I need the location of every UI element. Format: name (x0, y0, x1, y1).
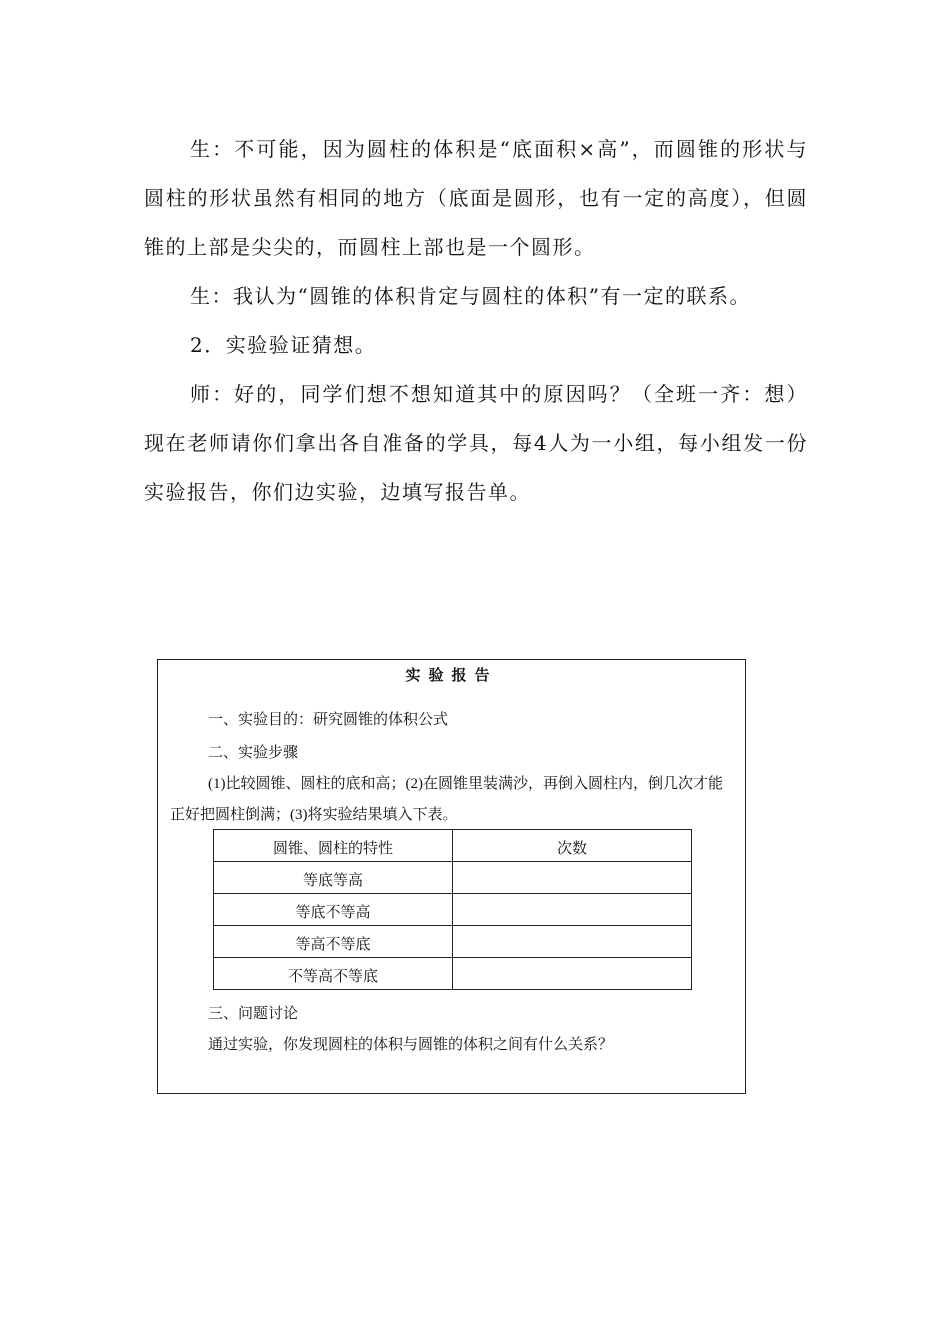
table-cell-count[interactable] (453, 926, 692, 958)
table-row (214, 926, 692, 958)
table-cell-count[interactable] (453, 862, 692, 894)
table-cell-property: 等底等高 (214, 862, 453, 894)
report-steps-heading: 二、实验步骤 (208, 745, 299, 761)
table-row (214, 958, 692, 990)
table-row (214, 894, 692, 926)
report-title: 实验报告 (405, 668, 498, 684)
paragraph-teacher-instruction: 师：好的，同学们想不想知道其中的原因吗？（全班一齐：想）现在老师请你们拿出各自准备的学具，每4人为一小组，每小组发一份实验报告，你们边实验，边填写报告单。 (144, 382, 808, 504)
table-row (214, 862, 692, 894)
paragraph-student-answer-2: 生：我认为“圆锥的体积肯定与圆柱的体积”有一定的联系。 (190, 284, 751, 308)
table-cell-property: 等底不等高 (214, 894, 453, 926)
table-cell-property: 不等高不等底 (214, 958, 453, 990)
table-header-cell: 次数 (453, 830, 692, 862)
report-purpose: 一、实验目的：研究圆锥的体积公式 (208, 712, 449, 728)
report-steps-text: (1)比较圆锥、圆柱的底和高；(2)在圆锥里装满沙，再倒入圆柱内，倒几次才能正好把圆柱倒满；(3)将实验结果填入下表。 (170, 776, 723, 823)
experiment-report-box (157, 659, 746, 1094)
report-discussion-heading: 三、问题讨论 (208, 1006, 299, 1022)
experiment-results-table (213, 829, 692, 990)
table-cell-count[interactable] (453, 894, 692, 926)
table-cell-count[interactable] (453, 958, 692, 990)
table-cell-property: 等高不等底 (214, 926, 453, 958)
paragraph-section-heading: 2．实验验证猜想。 (190, 333, 377, 357)
table-header-row (214, 830, 692, 862)
paragraph-student-answer-1: 生：不可能，因为圆柱的体积是“底面积×高”，而圆锥的形状与圆柱的形状虽然有相同的地方（底面是圆形，也有一定的高度），但圆锥的上部是尖尖的，而圆柱上部也是一个圆形。 (144, 137, 808, 259)
report-discussion-question: 通过实验，你发现圆柱的体积与圆锥的体积之间有什么关系？ (208, 1037, 614, 1053)
table-header-cell: 圆锥、圆柱的特性 (214, 830, 453, 862)
